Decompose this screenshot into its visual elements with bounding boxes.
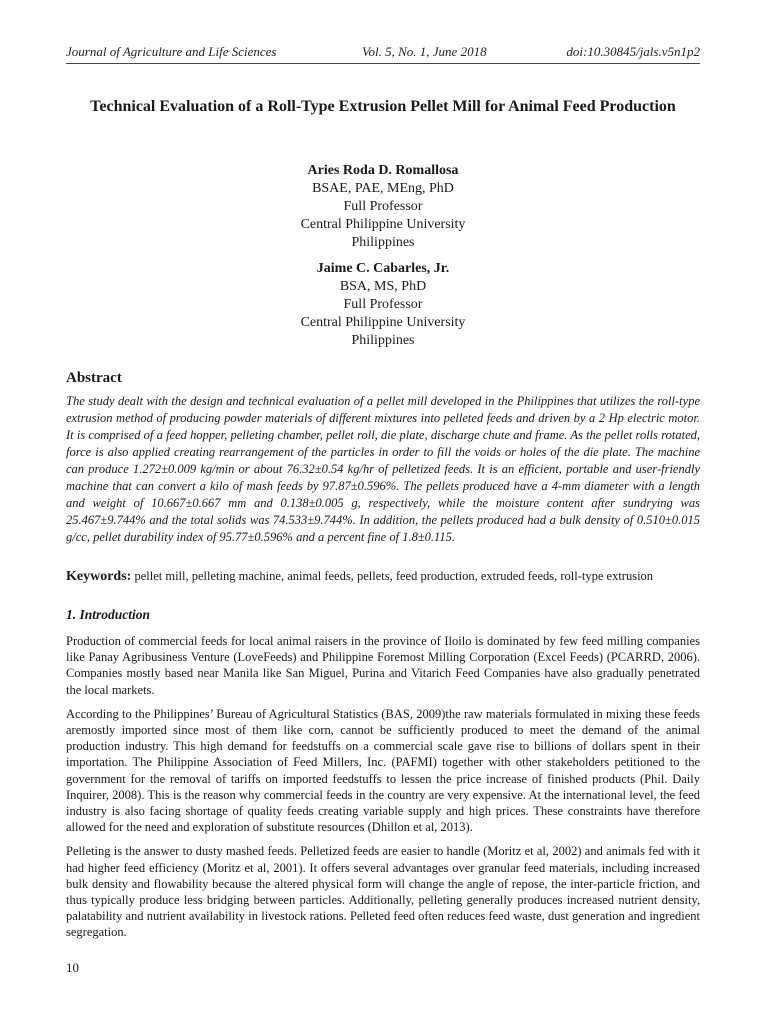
author-name: Aries Roda D. Romallosa <box>307 163 459 178</box>
keywords <box>66 568 700 585</box>
author-country: Philippines <box>351 333 415 348</box>
paragraph: Production of commercial feeds for local animal raisers in the province of Iloilo is dominated by few feed milling companies like Panay Agribusiness Venture (LoveFeeds) and Philippine Foremost Milling Corporation (Excel Feeds) (PCARRD, 2006). Companies mostly based near Manila like San Miguel, Purina and Vitarich Feed Companies have also gradually penetrated the local markets. <box>66 634 700 697</box>
author-degrees: BSA, MS, PhD <box>339 279 427 294</box>
doi-link[interactable]: doi:10.30845/jals.v5n1p2 <box>566 44 700 59</box>
paragraph: According to the Philippines’ Bureau of Agricultural Statistics (BAS, 2009)the raw materials formulated in mixing these feeds aremostly imported since most of them like corn, cannot be sufficiently produced to meet the demand of the animal production industry. This high demand for feedstuffs on a commercial scale gave rise to billions of dollars spent in their importation. The Philippine Association of Feed Millers, Inc. (PAFMI) together with other stakeholders petitioned to the government for the removal of tariffs on imported feedstuffs to lessen the price increase of finished products (Phil. Daily Inquirer, 2008). This is the reason why commercial feeds in the country are very expensive. At the international level, the feed industry is also facing shortage of quality feeds creating variable supply and high prices. These constraints have therefore allowed for the need and exploration of substitute resources (Dhillon et al, 2013). <box>66 706 700 835</box>
keywords-label: Keywords: <box>66 569 132 584</box>
paragraph: Pelleting is the answer to dusty mashed feeds. Pelletized feeds are easier to handle (Moritz et al, 2002) and animals fed with it had higher feed efficiency (Moritz et al, 2001). It offers several advantages over granular feed materials, including increased bulk density and flowability because the altered physical form will change the angle of repose, the inter-particle friction, and thus typically produce less bridging between particles. Additionally, pelleting generally produces increased nutrient density, palatability and nutrient availability in livestock rations. Pelleted feed often reduces feed waste, dust generation and ingredient segregation. <box>66 844 700 940</box>
author-country: Philippines <box>351 235 415 250</box>
abstract-section <box>66 370 700 546</box>
abstract-heading: Abstract <box>66 370 122 386</box>
author-institution: Central Philippine University <box>300 217 466 232</box>
author-institution: Central Philippine University <box>300 315 466 330</box>
introduction-section <box>66 607 700 949</box>
author-degrees: BSAE, PAE, MEng, PhD <box>312 181 454 196</box>
author-position: Full Professor <box>343 199 423 214</box>
author-block <box>66 162 700 252</box>
author-list <box>66 162 700 358</box>
page-number: 10 <box>66 960 79 975</box>
author-block <box>66 260 700 350</box>
volume-info: Vol. 5, No. 1, June 2018 <box>362 44 487 59</box>
author-position: Full Professor <box>343 297 423 312</box>
keywords-text: pellet mill, pelleting machine, animal feeds, pellets, feed production, extruded feeds, roll-type extrusion <box>131 569 654 583</box>
abstract-text: The study dealt with the design and technical evaluation of a pellet mill developed in the Philippines that utilizes the roll-type extrusion method of producing powder materials of different mixtures into pelleted feeds and driven by a 2 Hp electric motor. It is comprised of a feed hopper, pelleting chamber, pellet roll, die plate, discharge chute and frame. As the pellet rolls rotated, force is also applied creating rearrangement of the particles in order to fill the voids or holes of the die plate. The machine can produce 1.272±0.009 kg/min or about 76.32±0.54 kg/hr of pelletized feeds. It is an efficient, portable and user-friendly machine that can convert a kilo of mash feeds by 97.87±0.596%. The pellets produced have a 4-mm diameter with a length and weight of 10.667±0.667 mm and 0.138±0.005 g, respectively, while the moisture content after sundrying was 25.467±9.744% and the total solids was 74.533±9.744%. In addition, the pellets produced had a bulk density of 0.510±0.015 g/cc, pellet durability index of 95.77±0.596% and a percent fine of 1.8±0.115. <box>66 394 700 544</box>
header-rule <box>66 63 700 64</box>
author-name: Jaime C. Cabarles, Jr. <box>316 261 450 276</box>
paper-title: Technical Evaluation of a Roll-Type Extrusion Pellet Mill for Animal Feed Production <box>90 98 676 115</box>
section-heading: 1. Introduction <box>66 607 151 622</box>
journal-name: Journal of Agriculture and Life Sciences <box>66 44 277 59</box>
